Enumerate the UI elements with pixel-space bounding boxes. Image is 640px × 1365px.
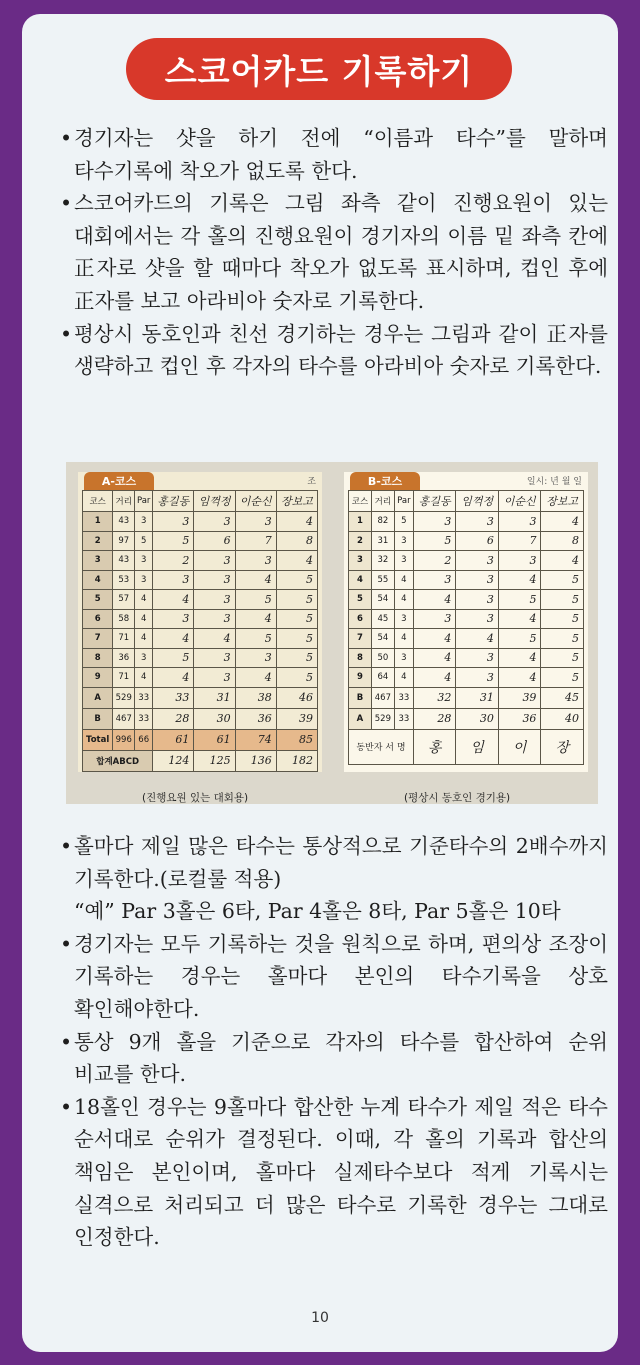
- sum-row: [83, 687, 318, 708]
- page-title: 스코어카드 기록하기: [126, 38, 512, 100]
- table-cell: 46: [276, 687, 317, 708]
- table-cell: 4: [135, 609, 153, 629]
- table-cell: 58: [113, 609, 135, 629]
- table-cell: 1: [349, 512, 372, 532]
- table-cell: 4: [276, 512, 317, 532]
- table-cell: 30: [194, 708, 235, 729]
- table-cell: 3: [153, 570, 194, 590]
- table-cell: 4: [135, 668, 153, 688]
- scorecard-table-a: [82, 490, 318, 772]
- table-row: [349, 609, 584, 629]
- table-cell: 3: [456, 590, 499, 610]
- table-cell: 3: [413, 609, 456, 629]
- table-cell: 4: [349, 570, 372, 590]
- table-row: [349, 551, 584, 571]
- table-cell: 36: [235, 708, 276, 729]
- table-cell: 3: [194, 551, 235, 571]
- table-cell: 3: [194, 609, 235, 629]
- table-cell: 7: [498, 531, 541, 551]
- table-cell: B: [83, 708, 113, 729]
- table-cell: 5: [541, 668, 584, 688]
- table-cell: 7: [83, 629, 113, 649]
- table-row: [349, 512, 584, 532]
- table-cell: 5: [541, 648, 584, 668]
- table-cell: Total: [83, 729, 113, 750]
- table-cell: 3: [394, 648, 413, 668]
- table-cell: 이순신: [235, 491, 276, 512]
- table-cell: Par: [135, 491, 153, 512]
- rule-item: • 경기자는 샷을 하기 전에 “이름과 타수”를 말하며 타수기록에 착오가 없도록 한다.: [60, 122, 608, 187]
- table-cell: 3: [83, 551, 113, 571]
- rule-text: 홀마다 제일 많은 타수는 통상적으로 기준타수의 2배수까지 기록한다.(로컬룰 적용): [74, 834, 608, 891]
- table-cell: 합계ABCD: [83, 750, 153, 771]
- table-cell: 39: [498, 687, 541, 708]
- rule-item: [60, 830, 608, 928]
- table-cell: 임: [456, 729, 499, 764]
- table-cell: 장: [541, 729, 584, 764]
- table-cell: B: [349, 687, 372, 708]
- page-card: [22, 14, 618, 1352]
- table-cell: 74: [235, 729, 276, 750]
- table-cell: 36: [113, 648, 135, 668]
- table-row: [349, 570, 584, 590]
- table-row: [83, 512, 318, 532]
- table-row: [83, 570, 318, 590]
- table-cell: 4: [394, 668, 413, 688]
- table-cell: 85: [276, 729, 317, 750]
- table-cell: 529: [113, 687, 135, 708]
- table-cell: 4: [394, 570, 413, 590]
- table-cell: 136: [235, 750, 276, 771]
- scorecard-a: [78, 472, 322, 804]
- sum-row: [349, 687, 584, 708]
- rules-list-bottom: [60, 830, 608, 1254]
- table-cell: 홍: [413, 729, 456, 764]
- table-cell: 6: [456, 531, 499, 551]
- table-cell: 3: [235, 551, 276, 571]
- course-tab-b: B-코스: [350, 472, 420, 490]
- table-cell: 61: [153, 729, 194, 750]
- table-cell: 55: [371, 570, 394, 590]
- table-cell: 43: [113, 551, 135, 571]
- table-cell: 4: [394, 590, 413, 610]
- table-cell: 54: [371, 629, 394, 649]
- example-line: “예” Par 3홀은 6타, Par 4홀은 8타, Par 5홀은 10타: [74, 899, 561, 924]
- table-cell: 9: [349, 668, 372, 688]
- table-cell: 5: [235, 629, 276, 649]
- table-cell: 5: [541, 629, 584, 649]
- table-cell: 8: [541, 531, 584, 551]
- table-cell: 43: [113, 512, 135, 532]
- table-row: [83, 668, 318, 688]
- table-cell: 5: [276, 570, 317, 590]
- scorecard-b: [344, 472, 588, 804]
- table-cell: 66: [135, 729, 153, 750]
- table-cell: 33: [135, 708, 153, 729]
- table-cell: 4: [413, 668, 456, 688]
- table-cell: 50: [371, 648, 394, 668]
- table-cell: 40: [541, 708, 584, 729]
- table-cell: 5: [153, 531, 194, 551]
- table-cell: 61: [194, 729, 235, 750]
- table-cell: 3: [498, 512, 541, 532]
- table-cell: 31: [456, 687, 499, 708]
- table-cell: 홍길동: [413, 491, 456, 512]
- table-cell: 2: [83, 531, 113, 551]
- table-cell: 2: [349, 531, 372, 551]
- date-label: 일시: 년 월 일: [526, 477, 582, 487]
- page-number: 10: [311, 1310, 329, 1326]
- table-cell: 3: [349, 551, 372, 571]
- table-cell: 4: [498, 668, 541, 688]
- scorecard-table-b: [348, 490, 584, 765]
- table-cell: 7: [349, 629, 372, 649]
- table-cell: 33: [153, 687, 194, 708]
- table-cell: 3: [498, 551, 541, 571]
- table-cell: 3: [413, 512, 456, 532]
- table-cell: 3: [394, 551, 413, 571]
- signature-row: [349, 729, 584, 764]
- table-cell: 4: [498, 648, 541, 668]
- rule-item: • 통상 9개 홀을 기준으로 각자의 타수를 합산하여 순위 비교를 한다.: [60, 1026, 608, 1091]
- table-cell: 1: [83, 512, 113, 532]
- table-cell: 7: [235, 531, 276, 551]
- table-cell: 4: [235, 609, 276, 629]
- table-cell: 45: [541, 687, 584, 708]
- table-cell: 467: [371, 687, 394, 708]
- table-cell: 45: [371, 609, 394, 629]
- table-cell: 6: [194, 531, 235, 551]
- table-cell: 5: [498, 629, 541, 649]
- table-cell: 4: [153, 629, 194, 649]
- table-cell: 3: [456, 609, 499, 629]
- table-cell: 3: [456, 648, 499, 668]
- table-cell: 39: [276, 708, 317, 729]
- table-cell: 4: [276, 551, 317, 571]
- table-cell: 거리: [371, 491, 394, 512]
- table-cell: 2: [413, 551, 456, 571]
- table-cell: 124: [153, 750, 194, 771]
- table-cell: 4: [83, 570, 113, 590]
- table-cell: 5: [394, 512, 413, 532]
- table-cell: 3: [456, 668, 499, 688]
- table-cell: 이: [498, 729, 541, 764]
- table-cell: 125: [194, 750, 235, 771]
- table-cell: 31: [194, 687, 235, 708]
- table-cell: 82: [371, 512, 394, 532]
- table-cell: 38: [235, 687, 276, 708]
- table-row: [83, 551, 318, 571]
- table-row: [349, 629, 584, 649]
- table-cell: 3: [456, 512, 499, 532]
- sum-row: [83, 729, 318, 750]
- table-cell: 4: [135, 590, 153, 610]
- table-cell: 5: [235, 590, 276, 610]
- table-cell: 9: [83, 668, 113, 688]
- table-row: [349, 648, 584, 668]
- rule-item: • 스코어카드의 기록은 그림 좌측 같이 진행요원이 있는 대회에서는 각 홀의 진행요원이 경기자의 이름 밑 좌측 칸에 正자로 샷을 할 때마다 착오가 없도록 표시하며, 컵인 후에 正자를 보고 아라비아 숫자로 기록한다.: [60, 187, 608, 317]
- table-cell: 장보고: [276, 491, 317, 512]
- table-cell: 32: [413, 687, 456, 708]
- table-cell: 4: [135, 629, 153, 649]
- table-cell: 4: [498, 609, 541, 629]
- table-cell: 3: [135, 570, 153, 590]
- table-row: [83, 629, 318, 649]
- table-cell: 71: [113, 668, 135, 688]
- rule-item: • 18홀인 경우는 9홀마다 합산한 누계 타수가 제일 적은 타수 순서대로 순위가 결정된다. 이때, 각 홀의 기록과 합산의 책임은 본인이며, 홀마다 실제타수보다 적게 기록시는 실격으로 처리되고 더 많은 타수로 기록한 경우는 그대로 인정한다.: [60, 1091, 608, 1254]
- table-cell: 임꺽정: [456, 491, 499, 512]
- table-cell: 장보고: [541, 491, 584, 512]
- table-cell: 97: [113, 531, 135, 551]
- table-cell: 33: [394, 708, 413, 729]
- table-cell: 5: [276, 629, 317, 649]
- table-cell: 4: [541, 551, 584, 571]
- table-cell: 3: [194, 668, 235, 688]
- table-cell: A: [349, 708, 372, 729]
- table-cell: 529: [371, 708, 394, 729]
- table-cell: 30: [456, 708, 499, 729]
- table-cell: 8: [276, 531, 317, 551]
- table-cell: 5: [541, 609, 584, 629]
- table-cell: 동반자 서 명: [349, 729, 414, 764]
- table-cell: 4: [153, 668, 194, 688]
- rule-item: • 경기자는 모두 기록하는 것을 원칙으로 하며, 편의상 조장이 기록하는 경우는 홀마다 본인의 타수기록을 상호 확인해야한다.: [60, 928, 608, 1026]
- table-cell: 4: [498, 570, 541, 590]
- table-row: [83, 590, 318, 610]
- rules-list-top: [60, 122, 608, 383]
- table-cell: 4: [394, 629, 413, 649]
- table-cell: A: [83, 687, 113, 708]
- table-cell: 5: [413, 531, 456, 551]
- table-cell: 3: [153, 512, 194, 532]
- table-cell: 4: [153, 590, 194, 610]
- table-cell: 57: [113, 590, 135, 610]
- table-cell: 467: [113, 708, 135, 729]
- table-cell: 36: [498, 708, 541, 729]
- table-cell: 31: [371, 531, 394, 551]
- table-cell: 3: [235, 648, 276, 668]
- sum-row: [83, 708, 318, 729]
- table-cell: 거리: [113, 491, 135, 512]
- table-cell: 4: [235, 668, 276, 688]
- table-row: [83, 648, 318, 668]
- table-cell: 54: [371, 590, 394, 610]
- table-cell: 3: [194, 512, 235, 532]
- table-cell: 5: [135, 531, 153, 551]
- table-cell: 코스: [83, 491, 113, 512]
- group-label: 조: [307, 477, 316, 487]
- table-cell: 3: [194, 570, 235, 590]
- table-cell: 3: [456, 551, 499, 571]
- table-cell: 홍길동: [153, 491, 194, 512]
- table-row: [83, 609, 318, 629]
- table-cell: 53: [113, 570, 135, 590]
- table-cell: 4: [235, 570, 276, 590]
- table-cell: 3: [194, 648, 235, 668]
- table-cell: 32: [371, 551, 394, 571]
- table-cell: 71: [113, 629, 135, 649]
- scorecard-figure: [66, 462, 598, 804]
- table-cell: 5: [276, 668, 317, 688]
- table-cell: 3: [413, 570, 456, 590]
- table-cell: 5: [83, 590, 113, 610]
- table-cell: 3: [394, 609, 413, 629]
- table-cell: 5: [276, 609, 317, 629]
- table-cell: 2: [153, 551, 194, 571]
- caption-a: (진행요원 있는 대회용): [142, 792, 249, 804]
- table-cell: 33: [394, 687, 413, 708]
- table-cell: 64: [371, 668, 394, 688]
- table-cell: 5: [276, 590, 317, 610]
- table-cell: 임꺽정: [194, 491, 235, 512]
- sum-row: [349, 708, 584, 729]
- table-cell: 4: [194, 629, 235, 649]
- table-row: [349, 531, 584, 551]
- table-cell: 5: [541, 570, 584, 590]
- table-cell: 5: [349, 590, 372, 610]
- table-cell: 4: [413, 629, 456, 649]
- table-cell: 28: [153, 708, 194, 729]
- table-cell: 3: [194, 590, 235, 610]
- table-cell: 3: [135, 648, 153, 668]
- table-cell: 33: [135, 687, 153, 708]
- table-cell: 4: [413, 648, 456, 668]
- table-cell: 5: [276, 648, 317, 668]
- table-cell: 8: [83, 648, 113, 668]
- table-cell: 996: [113, 729, 135, 750]
- table-cell: 3: [153, 609, 194, 629]
- grand-total-row: [83, 750, 318, 771]
- course-tab-a: A-코스: [84, 472, 154, 490]
- table-cell: 5: [153, 648, 194, 668]
- header-row: [349, 491, 584, 512]
- table-cell: 6: [83, 609, 113, 629]
- table-row: [83, 531, 318, 551]
- table-cell: 5: [541, 590, 584, 610]
- table-cell: Par: [394, 491, 413, 512]
- table-cell: 3: [135, 512, 153, 532]
- table-cell: 이순신: [498, 491, 541, 512]
- caption-b: (평상시 동호인 경기용): [404, 792, 511, 804]
- table-cell: 5: [498, 590, 541, 610]
- table-row: [349, 590, 584, 610]
- table-cell: 코스: [349, 491, 372, 512]
- table-cell: 4: [541, 512, 584, 532]
- table-row: [349, 668, 584, 688]
- table-cell: 8: [349, 648, 372, 668]
- header-row: [83, 491, 318, 512]
- table-cell: 4: [413, 590, 456, 610]
- table-cell: 4: [456, 629, 499, 649]
- table-cell: 3: [235, 512, 276, 532]
- table-cell: 3: [394, 531, 413, 551]
- table-cell: 28: [413, 708, 456, 729]
- table-cell: 182: [276, 750, 317, 771]
- table-cell: 3: [456, 570, 499, 590]
- rule-item: • 평상시 동호인과 친선 경기하는 경우는 그림과 같이 正자를 생략하고 컵인 후 각자의 타수를 아라비아 숫자로 기록한다.: [60, 318, 608, 383]
- table-cell: 6: [349, 609, 372, 629]
- table-cell: 3: [135, 551, 153, 571]
